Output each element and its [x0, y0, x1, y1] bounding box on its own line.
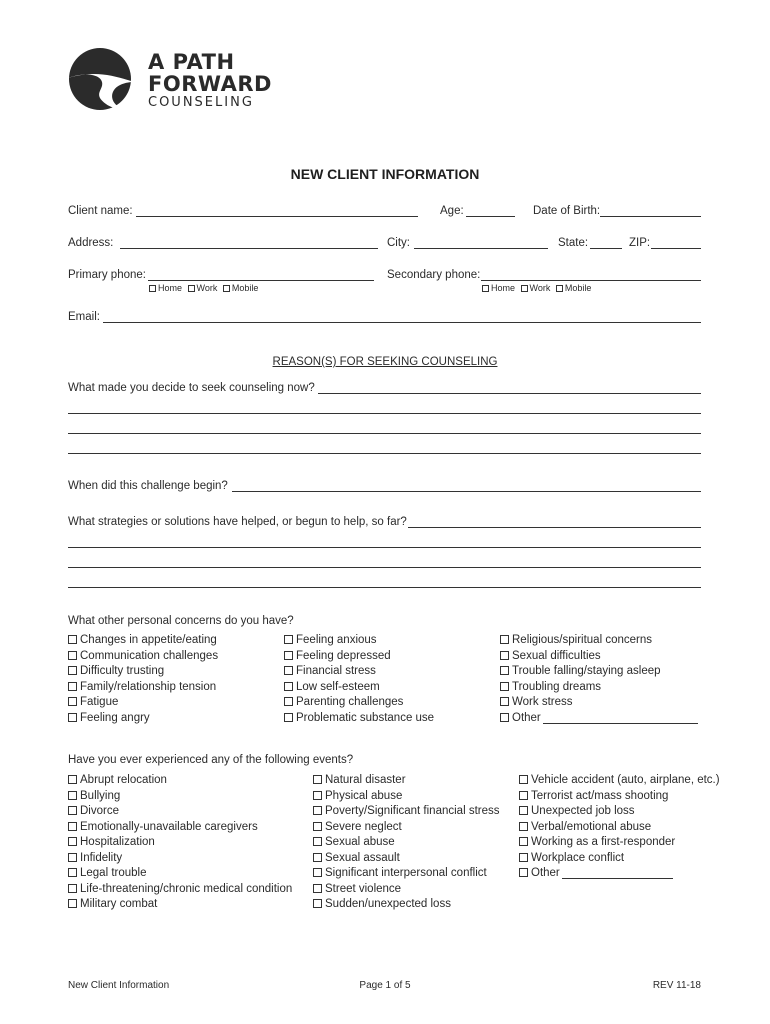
events-option[interactable]	[519, 851, 624, 865]
events-option[interactable]	[519, 789, 668, 803]
checkbox-icon[interactable]	[519, 806, 528, 815]
secondary-phone-label: Secondary phone:	[387, 269, 481, 281]
client-name-field[interactable]	[136, 216, 418, 217]
concerns-option-label: Low self-esteem	[296, 680, 380, 693]
events-option-label: Significant interpersonal conflict	[325, 867, 487, 879]
checkbox-icon[interactable]	[519, 775, 528, 784]
checkbox-icon[interactable]	[284, 713, 293, 722]
events-option-label: Sudden/unexpected loss	[325, 898, 451, 910]
concerns-option-label: Feeling depressed	[296, 649, 391, 662]
concerns-option[interactable]	[68, 664, 164, 678]
checkbox-icon[interactable]	[68, 837, 77, 846]
events-option[interactable]	[313, 773, 406, 787]
events-option-label: Infidelity	[80, 851, 123, 864]
events-option-label: Workplace conflict	[531, 851, 625, 864]
events-option-label: Verbal/emotional abuse	[531, 820, 652, 833]
concerns-option[interactable]	[500, 633, 652, 647]
events-option[interactable]	[313, 882, 401, 896]
concerns-option[interactable]	[500, 711, 541, 725]
concerns-option-label: Communication challenges	[80, 649, 219, 662]
concerns-option[interactable]	[68, 711, 150, 725]
zip-field[interactable]	[651, 248, 701, 249]
checkbox-icon[interactable]	[519, 791, 528, 800]
events-option-label: Life-threatening/chronic medical condition	[80, 882, 293, 895]
concerns-option-label: Troubling dreams	[512, 680, 602, 693]
checkbox-icon[interactable]	[313, 822, 322, 831]
logo	[66, 48, 316, 112]
checkbox-icon[interactable]	[68, 868, 77, 877]
events-option[interactable]	[313, 835, 395, 849]
q3-answer-line-2[interactable]	[68, 547, 701, 548]
concerns-option[interactable]	[500, 680, 601, 694]
checkbox-icon[interactable]	[68, 713, 77, 722]
form-title: NEW CLIENT INFORMATION	[290, 166, 480, 182]
events-option-label: Emotionally-unavailable caregivers	[80, 820, 258, 833]
events-other-field[interactable]	[562, 878, 673, 879]
path-logo-icon	[66, 48, 136, 112]
checkbox-icon[interactable]	[313, 775, 322, 784]
address-label: Address:	[68, 237, 114, 249]
checkbox-icon[interactable]	[68, 884, 77, 893]
events-option-label: Sexual abuse	[325, 836, 395, 848]
events-option-label: Other	[531, 867, 560, 879]
checkbox-icon[interactable]	[519, 853, 528, 862]
events-option[interactable]	[313, 897, 451, 911]
primary-phone-types	[149, 283, 258, 293]
primary-phone-home-label: Home	[158, 283, 183, 293]
checkbox-icon[interactable]	[313, 868, 322, 877]
checkbox-icon[interactable]	[68, 853, 77, 862]
logo-line3: COUNSELING	[148, 95, 254, 110]
q3-answer-line-4[interactable]	[68, 587, 701, 588]
events-option[interactable]	[313, 866, 487, 880]
events-option[interactable]	[68, 789, 120, 803]
logo-line2: FORWARD	[148, 72, 272, 96]
secondary-phone-home-checkbox[interactable]	[482, 283, 515, 293]
checkbox-icon[interactable]	[284, 666, 293, 675]
events-option-label: Natural disaster	[325, 774, 406, 786]
checkbox-icon[interactable]	[519, 822, 528, 831]
footer-left: New Client Information	[68, 980, 170, 991]
checkbox-icon[interactable]	[519, 868, 528, 877]
events-option[interactable]	[68, 851, 122, 865]
checkbox-icon[interactable]	[68, 791, 77, 800]
events-option[interactable]	[68, 866, 147, 880]
events-option[interactable]	[68, 773, 167, 787]
checkbox-icon[interactable]	[500, 651, 509, 660]
checkbox-icon[interactable]	[68, 635, 77, 644]
events-option-label: Street violence	[325, 882, 402, 895]
secondary-phone-work-label: Work	[529, 283, 551, 293]
concerns-option-label: Family/relationship tension	[80, 680, 217, 693]
concerns-option[interactable]	[284, 649, 391, 663]
events-option[interactable]	[313, 851, 400, 865]
dob-label: Date of Birth:	[533, 205, 601, 217]
question-challenge-begin: When did this challenge begin?	[68, 480, 228, 492]
events-option[interactable]	[68, 835, 155, 849]
checkbox-icon[interactable]	[284, 682, 293, 691]
primary-phone-field[interactable]	[148, 280, 374, 281]
concerns-option[interactable]	[284, 680, 380, 694]
footer-revision: REV 11-18	[652, 980, 701, 991]
q3-answer-line-3[interactable]	[68, 567, 701, 568]
checkbox-icon[interactable]	[500, 682, 509, 691]
checkbox-icon[interactable]	[68, 775, 77, 784]
events-option[interactable]	[519, 804, 635, 818]
events-heading: Have you ever experienced any of the following events?	[68, 754, 354, 766]
primary-phone-mobile-label: Mobile	[231, 283, 259, 293]
concerns-option-label: Trouble falling/staying asleep	[512, 665, 661, 677]
checkbox-icon[interactable]	[313, 806, 322, 815]
zip-label: ZIP:	[629, 237, 651, 249]
primary-phone-home-checkbox[interactable]	[149, 283, 182, 293]
concerns-option[interactable]	[284, 711, 434, 725]
secondary-phone-types	[482, 283, 591, 293]
events-option[interactable]	[519, 835, 675, 849]
concerns-option-label: Difficulty trusting	[80, 665, 165, 677]
logo-line1: A PATH	[148, 50, 235, 74]
client-name-label: Client name:	[68, 205, 133, 217]
q3-answer-line-1[interactable]	[408, 527, 701, 528]
concerns-option-label: Religious/spiritual concerns	[512, 634, 652, 646]
checkbox-icon[interactable]	[500, 713, 509, 722]
events-option[interactable]	[68, 804, 119, 818]
email-label: Email:	[68, 311, 100, 323]
events-option[interactable]	[519, 866, 560, 880]
events-option-label: Working as a first-responder	[531, 836, 676, 848]
checkbox-icon[interactable]	[284, 635, 293, 644]
checkbox-icon[interactable]	[500, 697, 509, 706]
checkbox-icon[interactable]	[313, 837, 322, 846]
checkbox-icon[interactable]	[68, 822, 77, 831]
concerns-option[interactable]	[500, 664, 661, 678]
events-option-label: Vehicle accident (auto, airplane, etc.)	[531, 774, 720, 786]
checkbox-icon[interactable]	[313, 791, 322, 800]
footer-page-number: Page 1 of 5	[359, 980, 411, 991]
events-option-label: Severe neglect	[325, 820, 402, 833]
concerns-option[interactable]	[68, 633, 217, 647]
concerns-option[interactable]	[284, 664, 376, 678]
concerns-option-label: Fatigue	[80, 696, 119, 708]
dob-field[interactable]	[600, 216, 701, 217]
concerns-option[interactable]	[68, 680, 216, 694]
events-option-label: Sexual assault	[325, 851, 400, 864]
q1-answer-line-4[interactable]	[68, 453, 701, 454]
checkbox-icon[interactable]	[500, 635, 509, 644]
events-option[interactable]	[313, 804, 500, 818]
concerns-heading: What other personal concerns do you have?	[68, 615, 294, 627]
secondary-phone-mobile-checkbox[interactable]	[556, 283, 592, 293]
concerns-option[interactable]	[500, 695, 573, 709]
question-counseling-now: What made you decide to seek counseling now?	[68, 382, 315, 394]
age-label: Age:	[440, 205, 464, 217]
checkbox-icon[interactable]	[68, 666, 77, 675]
events-option[interactable]	[68, 897, 157, 911]
city-field[interactable]	[414, 248, 548, 249]
concerns-option[interactable]	[284, 633, 377, 647]
checkbox-icon[interactable]	[284, 651, 293, 660]
events-option-label: Military combat	[80, 898, 158, 910]
q1-answer-line-1[interactable]	[318, 393, 701, 394]
events-option-label: Abrupt relocation	[80, 774, 167, 786]
events-option[interactable]	[313, 820, 402, 834]
secondary-phone-work-checkbox[interactable]	[521, 283, 551, 293]
checkbox-icon[interactable]	[68, 697, 77, 706]
email-field[interactable]	[103, 322, 701, 323]
events-option[interactable]	[68, 882, 292, 896]
events-option-label: Physical abuse	[325, 789, 403, 802]
concerns-option[interactable]	[284, 695, 403, 709]
primary-phone-label: Primary phone:	[68, 269, 146, 281]
question-strategies: What strategies or solutions have helped, or begun to help, so far?	[68, 516, 407, 528]
concerns-option-label: Other	[512, 711, 541, 724]
checkbox-icon[interactable]	[313, 899, 322, 908]
address-field[interactable]	[120, 248, 378, 249]
events-option[interactable]	[519, 773, 720, 787]
state-label: State:	[558, 237, 589, 249]
events-option-label: Legal trouble	[80, 867, 147, 879]
events-option-label: Bullying	[80, 789, 121, 802]
city-label: City:	[387, 237, 410, 249]
concerns-option-label: Changes in appetite/eating	[80, 634, 217, 646]
events-option-label: Poverty/Significant financial stress	[325, 805, 500, 817]
checkbox-icon[interactable]	[68, 682, 77, 691]
q2-answer-line[interactable]	[232, 491, 701, 492]
concerns-option-label: Financial stress	[296, 665, 376, 677]
secondary-phone-mobile-label: Mobile	[564, 283, 592, 293]
concerns-option-label: Feeling anxious	[296, 634, 377, 646]
concerns-option-label: Parenting challenges	[296, 696, 404, 708]
checkbox-icon[interactable]	[68, 899, 77, 908]
primary-phone-work-label: Work	[196, 283, 218, 293]
concerns-option-label: Sexual difficulties	[512, 649, 601, 662]
checkbox-icon[interactable]	[500, 666, 509, 675]
events-option[interactable]	[313, 789, 402, 803]
concerns-other-field[interactable]	[543, 723, 698, 724]
events-option[interactable]	[519, 820, 651, 834]
state-field[interactable]	[590, 248, 622, 249]
concerns-option[interactable]	[68, 695, 118, 709]
events-option-label: Divorce	[80, 805, 119, 817]
concerns-option-label: Problematic substance use	[296, 711, 435, 724]
q1-answer-line-2[interactable]	[68, 413, 701, 414]
age-field[interactable]	[466, 216, 515, 217]
reasons-heading: REASON(S) FOR SEEKING COUNSELING	[272, 356, 498, 368]
events-option-label: Hospitalization	[80, 836, 155, 848]
checkbox-icon[interactable]	[68, 806, 77, 815]
secondary-phone-field[interactable]	[481, 280, 701, 281]
events-option-label: Terrorist act/mass shooting	[531, 789, 669, 802]
checkbox-icon[interactable]	[313, 884, 322, 893]
concerns-option-label: Work stress	[512, 696, 573, 708]
checkbox-icon[interactable]	[284, 697, 293, 706]
primary-phone-mobile-checkbox[interactable]	[223, 283, 259, 293]
events-option[interactable]	[68, 820, 258, 834]
q1-answer-line-3[interactable]	[68, 433, 701, 434]
concerns-option[interactable]	[500, 649, 601, 663]
checkbox-icon[interactable]	[313, 853, 322, 862]
events-option-label: Unexpected job loss	[531, 805, 635, 817]
concerns-option-label: Feeling angry	[80, 711, 150, 724]
checkbox-icon[interactable]	[68, 651, 77, 660]
primary-phone-work-checkbox[interactable]	[188, 283, 218, 293]
concerns-option[interactable]	[68, 649, 218, 663]
secondary-phone-home-label: Home	[491, 283, 516, 293]
checkbox-icon[interactable]	[519, 837, 528, 846]
